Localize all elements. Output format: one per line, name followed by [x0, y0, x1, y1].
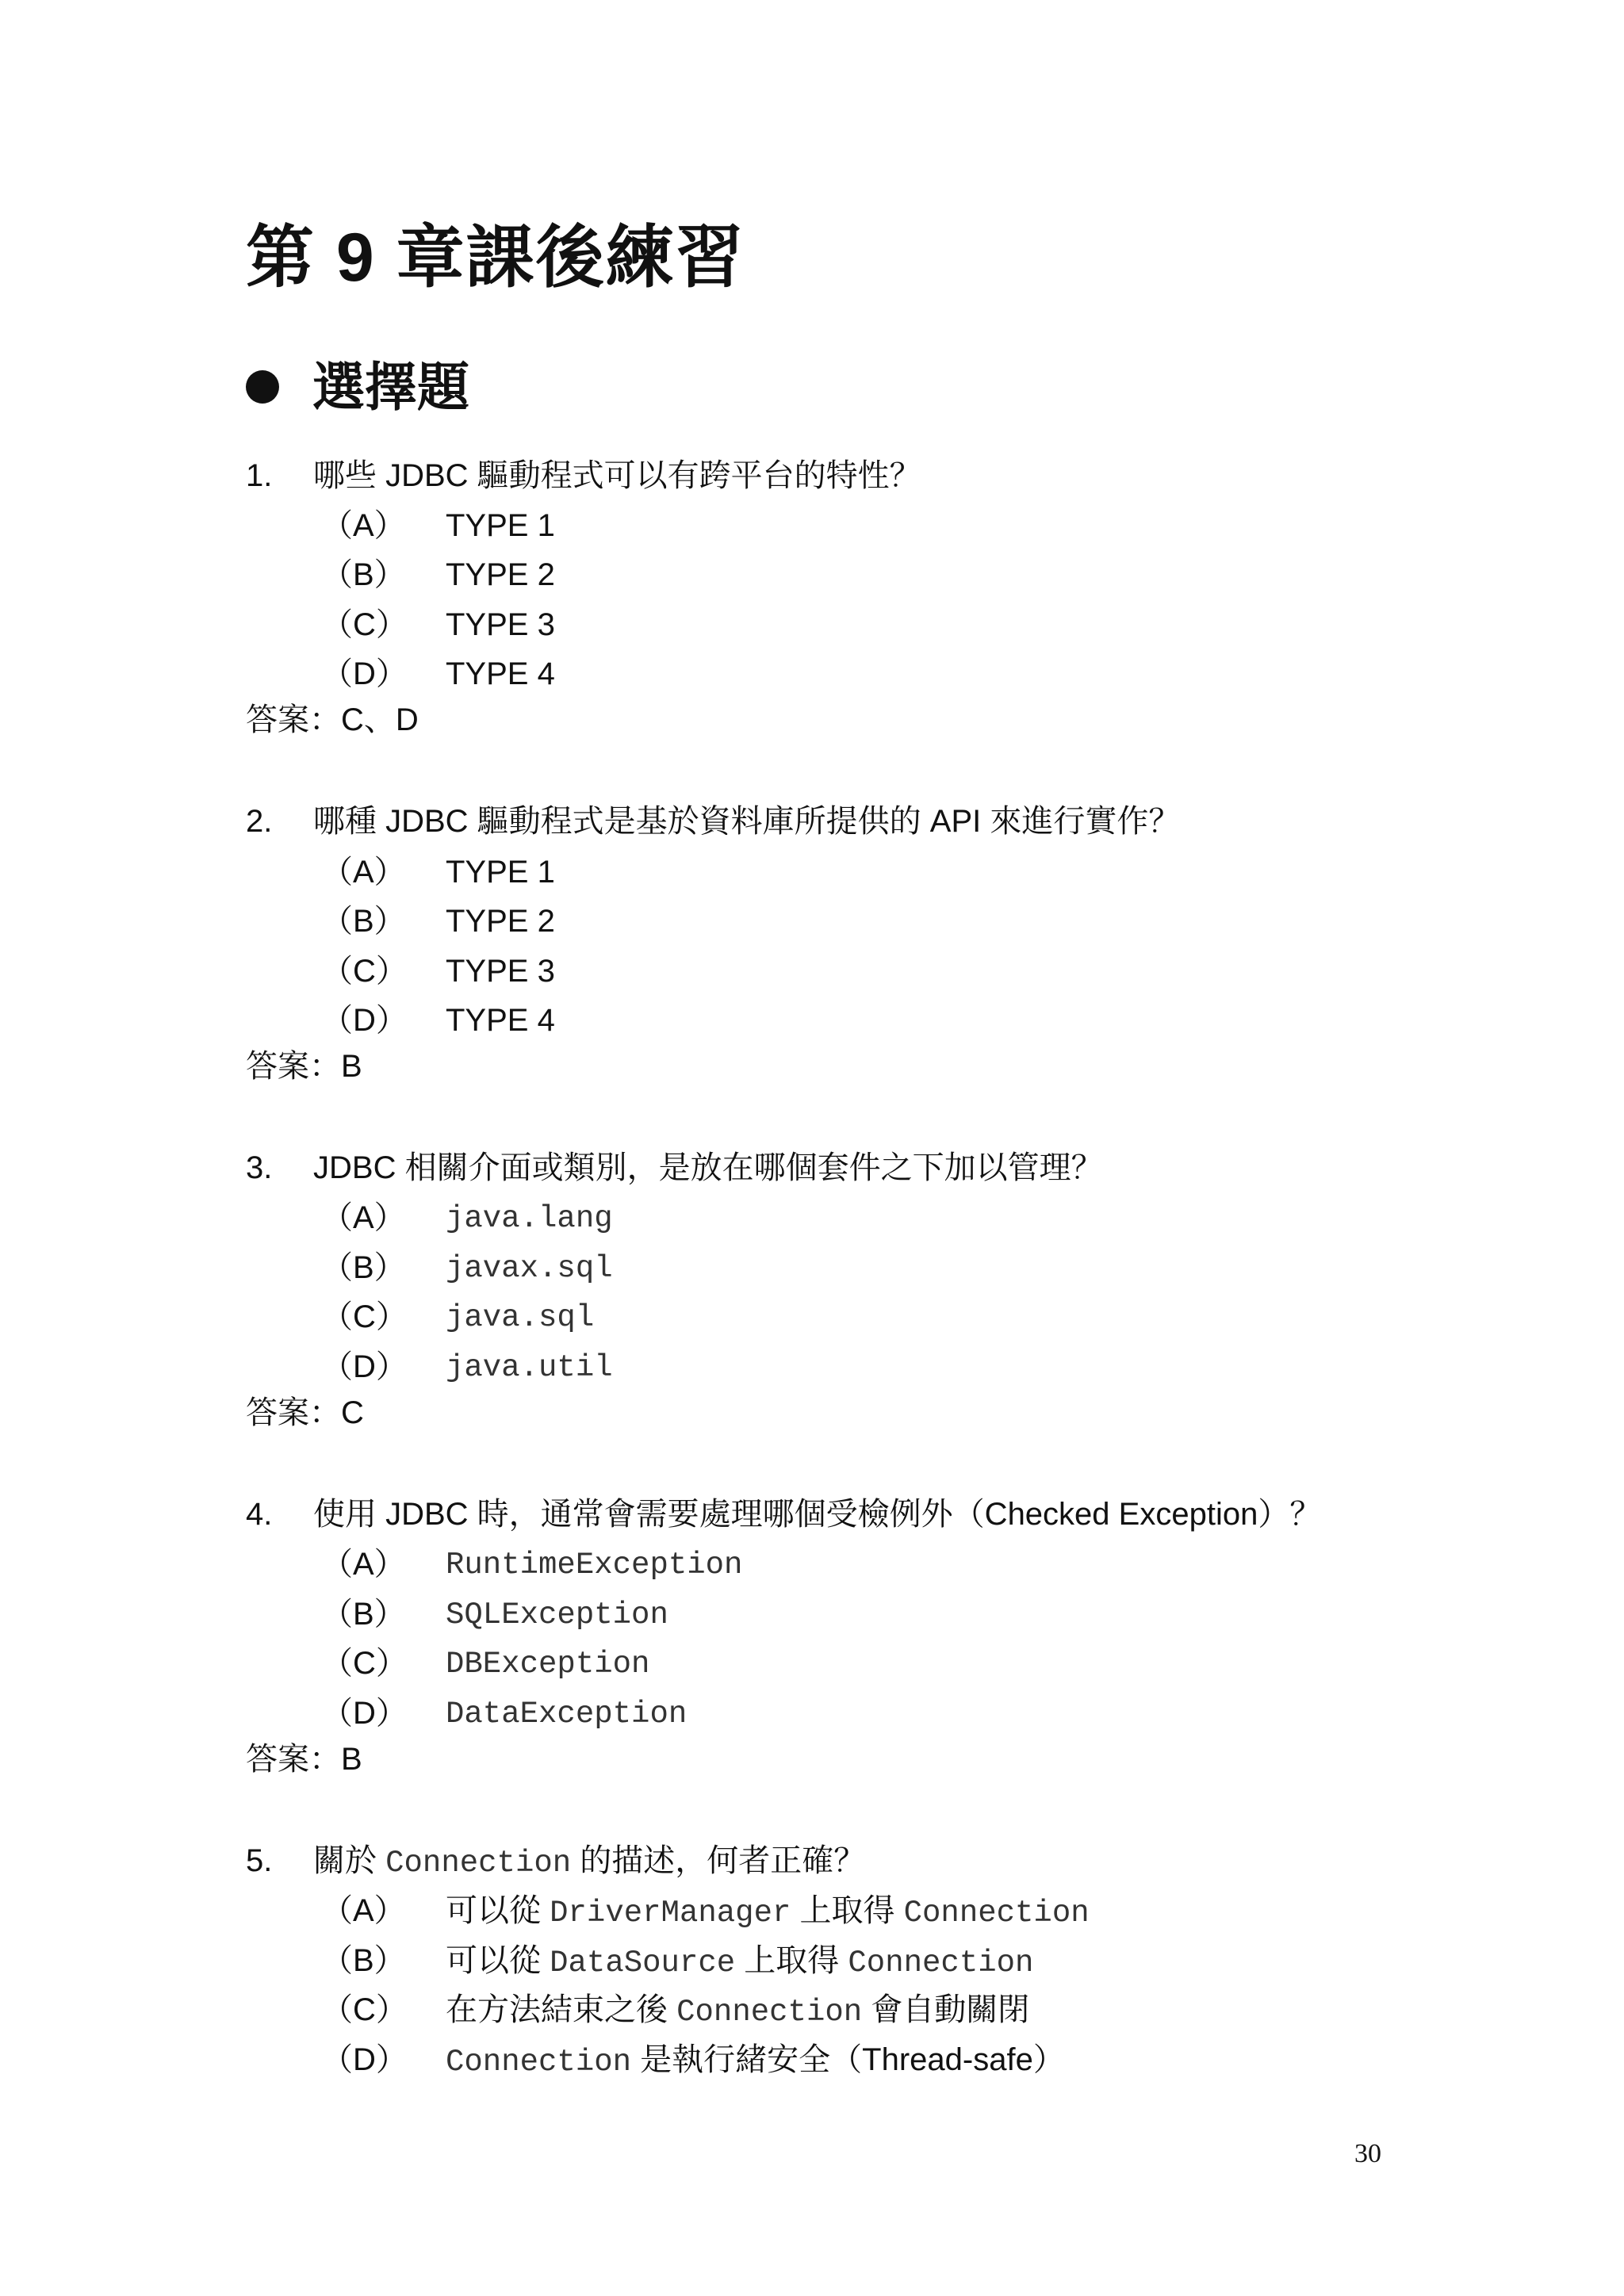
option-text: TYPE 3 — [446, 607, 555, 642]
code-term: Connection — [676, 1995, 863, 2030]
section-title: 選擇題 — [312, 358, 469, 416]
answer-text: 答案：B — [246, 1049, 362, 1084]
option-letter: （B） — [321, 1597, 406, 1632]
bullet-icon — [246, 370, 279, 404]
option-letter: （D） — [321, 1003, 408, 1038]
option-text: TYPE 2 — [446, 557, 555, 592]
option-letter: （A） — [321, 1893, 406, 1928]
question-text: 的描述，何者正確？ — [571, 1843, 866, 1878]
page-number: 30 — [1354, 2139, 1381, 2168]
question-text: 哪些 JDBC 驅動程式可以有跨平台的特性？ — [313, 458, 921, 493]
option-text: javax.sql — [446, 1251, 613, 1286]
option-text: TYPE 4 — [446, 1003, 555, 1038]
option-text-part: 可以從 — [446, 1943, 550, 1978]
option-text: java.lang — [446, 1201, 613, 1236]
question-text: 關於 — [313, 1843, 386, 1878]
option-text — [446, 2044, 1065, 2078]
option-text: DataException — [446, 1697, 688, 1732]
option-text-part: 可以從 — [446, 1893, 550, 1928]
question-number: 2. — [246, 804, 273, 839]
option-text: RuntimeException — [446, 1548, 743, 1582]
question-5 — [246, 1845, 865, 1879]
question-number: 1. — [246, 458, 273, 493]
option-text: DBException — [446, 1647, 650, 1682]
answer-text: 答案：C、D — [246, 702, 419, 737]
option-letter: （C） — [321, 1299, 408, 1334]
option-letter: （B） — [321, 557, 406, 592]
option-text — [446, 1994, 1029, 2028]
option-text: TYPE 1 — [446, 855, 555, 890]
option-text: TYPE 1 — [446, 508, 555, 543]
code-term: Connection — [385, 1846, 572, 1881]
option-letter: （A） — [321, 1200, 406, 1235]
question-text: 哪種 JDBC 驅動程式是基於資料庫所提供的 API 來進行實作？ — [313, 804, 1181, 839]
page-title: 第 9 章課後練習 — [246, 220, 745, 296]
question-number: 5. — [246, 1843, 273, 1878]
option-text: SQLException — [446, 1598, 668, 1632]
option-text-part: 會自動關閉 — [862, 1992, 1030, 2027]
code-term: DriverManager — [550, 1896, 791, 1931]
option-text: TYPE 2 — [446, 904, 555, 939]
code-term: DataSource — [550, 1946, 736, 1980]
option-text-part: 是執行緒安全（Thread-safe） — [631, 2042, 1065, 2077]
section-heading — [246, 358, 469, 416]
option-text-part: 上取得 — [791, 1893, 904, 1928]
option-letter: （B） — [321, 904, 406, 939]
option-letter: （C） — [321, 1646, 408, 1681]
question-3 — [246, 1152, 1103, 1184]
question-4 — [246, 1498, 1321, 1530]
option-letter: （D） — [321, 1696, 408, 1731]
question-number: 3. — [246, 1150, 273, 1185]
option-letter: （A） — [321, 508, 406, 543]
option-text: java.sql — [446, 1300, 595, 1335]
option-letter: （C） — [321, 607, 408, 642]
option-text: TYPE 3 — [446, 954, 555, 989]
question-2 — [246, 806, 1180, 837]
option-text-part: 上取得 — [735, 1943, 848, 1978]
option-letter: （C） — [321, 954, 408, 989]
answer-text: 答案：B — [246, 1742, 362, 1777]
option-letter: （D） — [321, 1349, 408, 1384]
question-text: 使用 JDBC 時，通常會需要處理哪個受檢例外（Checked Exception）？ — [313, 1497, 1322, 1532]
option-letter: （B） — [321, 1250, 406, 1285]
option-letter: （A） — [321, 1547, 406, 1582]
question-text: JDBC 相關介面或類別，是放在哪個套件之下加以管理？ — [313, 1150, 1103, 1185]
option-text: java.util — [446, 1350, 613, 1385]
code-term: Connection — [903, 1896, 1090, 1931]
option-letter: （C） — [321, 1992, 408, 2027]
option-text — [446, 1945, 1033, 1979]
option-text-part: 在方法結束之後 — [446, 1992, 677, 2027]
question-number: 4. — [246, 1497, 273, 1532]
option-text: TYPE 4 — [446, 656, 555, 691]
option-text — [446, 1895, 1090, 1929]
code-term: Connection — [848, 1946, 1034, 1980]
option-letter: （D） — [321, 656, 408, 691]
option-letter: （B） — [321, 1943, 406, 1978]
option-letter: （D） — [321, 2042, 408, 2077]
code-term: Connection — [446, 2045, 632, 2080]
question-1 — [246, 460, 921, 492]
option-letter: （A） — [321, 855, 406, 890]
answer-text: 答案：C — [246, 1395, 364, 1430]
